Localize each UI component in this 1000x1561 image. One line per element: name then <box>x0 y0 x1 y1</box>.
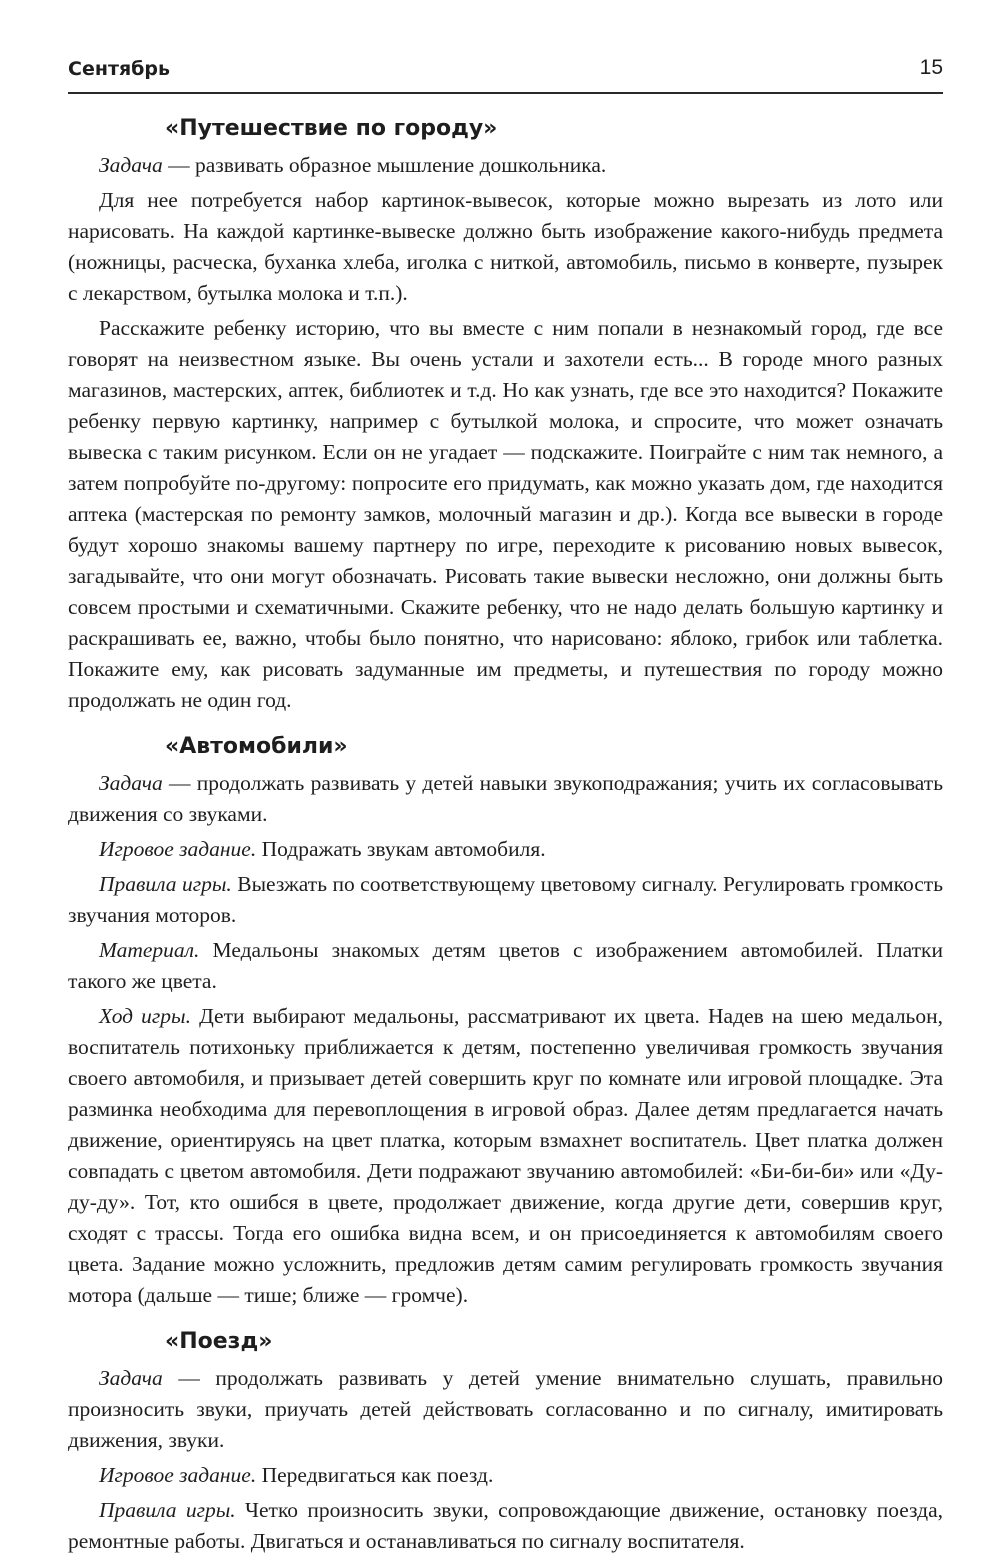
paragraph <box>68 185 943 309</box>
paragraph-label: Игровое задание. <box>99 837 257 861</box>
paragraph-text: Расскажите ребенку историю, что вы вместе с ним попали в незнакомый город, где все говорят на неизвестном языке. Вы очень устали и захотели есть... В городе много разных магазинов, мастерских, аптек, библиотек и т.д. Но как узнать, где все это находится? Покажите ребенку первую картинку, например с бутылкой молока, и спросите, что может означать вывеска с таким рисунком. Если он не угадает — подскажите. Поиграйте с ним так немного, а затем попробуйте по-другому: попросите его придумать, как можно указать дом, где находится аптека (мастерская по ремонту замков, молочный магазин и др.). Когда все вывески в городе будут хорошо знакомы вашему партнеру по игре, переходите к рисованию новых вывесок, загадывайте, что они могут обозначать. Рисовать такие вывески несложно, они должны быть совсем простыми и схематичными. Скажите ребенку, что не надо делать большую картинку и раскрашивать ее, важно, чтобы было понятно, что нарисовано: яблоко, грибок или таблетка. Покажите ему, как рисовать задуманные им предметы, и путешествия по городу можно продолжать не один год. <box>68 316 943 712</box>
paragraph <box>68 1460 943 1491</box>
game-title-cars: «Автомобили» <box>165 734 348 759</box>
game-title-city-trip: «Путешествие по городу» <box>165 116 498 141</box>
page-content <box>68 112 943 1561</box>
paragraph <box>68 150 943 181</box>
paragraph-text: Передвигаться как поезд. <box>256 1463 494 1487</box>
paragraph-text: Выезжать по соответствующему цветовому сигналу. Регулировать громкость звучания моторов. <box>68 872 944 927</box>
paragraph <box>68 935 943 997</box>
paragraph <box>68 869 943 931</box>
paragraph-text: Четко произносить звуки, сопровождающие движение, остановку поезда, ремонтные работы. Двигаться и останавливаться по сигналу воспитателя. <box>68 1498 943 1553</box>
paragraph-text: — продолжать развивать у детей умение внимательно слушать, правильно произносить звуки, приучать детей действовать согласованно и по сигналу, имитировать движения, звуки. <box>68 1366 943 1452</box>
paragraph-text: Медальоны знакомых детям цветов с изображением автомобилей. Платки такого же цвета. <box>68 938 943 993</box>
paragraph <box>68 768 943 830</box>
paragraph <box>68 1001 943 1311</box>
paragraph <box>68 1363 943 1456</box>
paragraph <box>68 834 943 865</box>
section-title: Сентябрь <box>68 58 171 80</box>
page-number: 15 <box>919 56 943 79</box>
paragraph-label: Задача <box>99 771 163 795</box>
game-title-train: «Поезд» <box>165 1329 273 1354</box>
paragraph <box>68 313 943 716</box>
paragraph-text: Для нее потребуется набор картинок-вывесок, которые можно вырезать из лото или нарисовать. На каждой картинке-вывеске должно быть изображение какого-нибудь предмета (ножницы, расческа, буханка хлеба, иголка с ниткой, автомобиль, письмо в конверте, пузырек с лекарством, бутылка молока и т.п.). <box>68 188 943 305</box>
paragraph-label: Правила игры. <box>99 872 232 896</box>
paragraph <box>68 1495 943 1557</box>
paragraph-text: — развивать образное мышление дошкольника. <box>162 153 607 177</box>
paragraph-text: — продолжать развивать у детей навыки звукоподражания; учить их согласовывать движения со звуками. <box>68 771 943 826</box>
paragraph-label: Игровое задание. <box>99 1463 257 1487</box>
paragraph-label: Задача <box>99 153 163 177</box>
paragraph-text: Подражать звукам автомобиля. <box>256 837 546 861</box>
paragraph-label: Ход игры. <box>99 1004 191 1028</box>
running-header <box>68 52 943 94</box>
paragraph-label: Задача <box>99 1366 163 1390</box>
paragraph-label: Правила игры. <box>99 1498 236 1522</box>
paragraph-label: Материал. <box>99 938 200 962</box>
paragraph-text: Дети выбирают медальоны, рассматривают их цвета. Надев на шею медальон, воспитатель потихоньку приближается к детям, постепенно увеличивая громкость звучания своего автомобиля, и призывает детей совершить круг по комнате или игровой площадке. Эта разминка необходима для перевоплощения в игровой образ. Далее детям предлагается начать движение, ориентируясь на цвет платка, которым взмахнет воспитатель. Цвет платка должен совпадать с цветом автомобиля. Дети подражают звучанию автомобилей: «Би-би-би» или «Ду-ду-ду». Тот, кто ошибся в цвете, продолжает движение, когда другие дети, совершив круг, сходят с трассы. Тогда его ошибка видна всем, и он присоединяется к автомобилям своего цвета. Задание можно усложнить, предложив детям самим регулировать громкость звучания мотора (дальше — тише; ближе — громче). <box>68 1004 943 1307</box>
